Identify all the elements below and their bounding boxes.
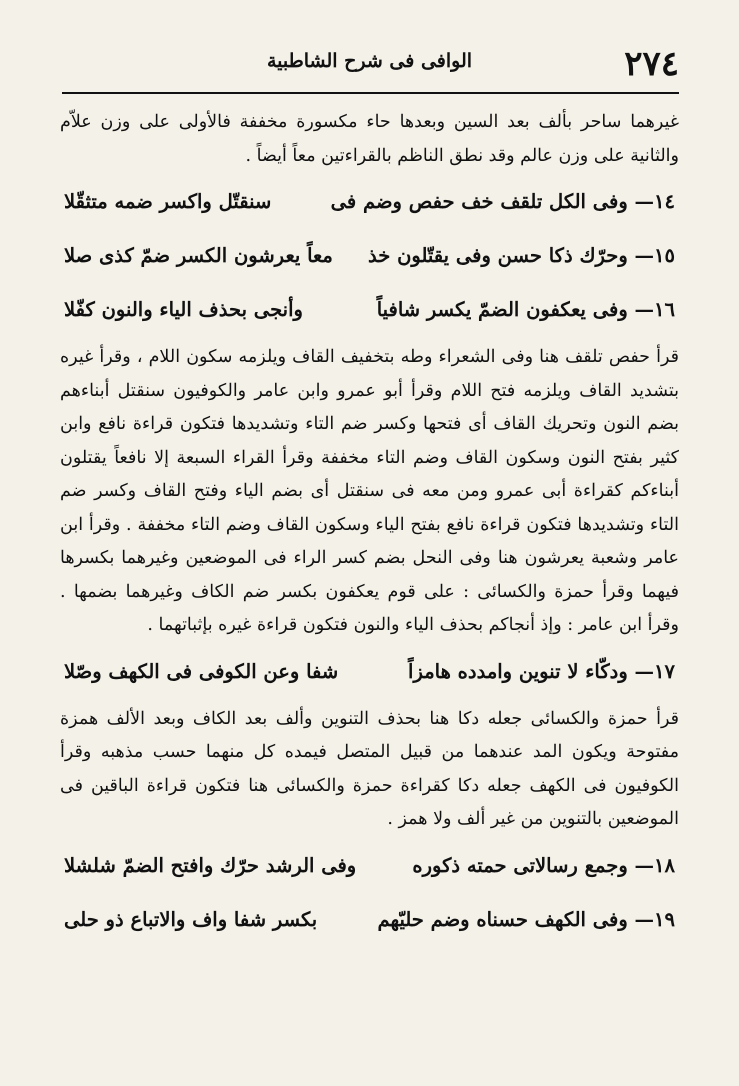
verse-block-3 (60, 839, 679, 947)
verse-line (60, 645, 679, 699)
verse-second-hemistich: وأنجى بحذف الياء والنون كفّلا (64, 298, 303, 322)
verse-first-hemistich: ١٩— وفى الكهف حسناه وضم حليّهم (377, 907, 675, 931)
commentary-paragraph: قرأ حمزة والكسائى جعله دكا هنا بحذف التنوين وألف بعد الكاف وبعد الألف همزة مفتوحة ويكون المد عندهما من قبيل المتصل فيمده كل منهما حسب مذهبه وقرأ الكوفيون فى الكهف جعله دكا كقراءة حمزة والكسائى هنا فتكون قراءة الباقين فى الموضعين بالتنوين من غير ألف ولا همز . (60, 708, 679, 829)
verse-line (60, 229, 679, 283)
intro-paragraph: غيرهما ساحر بألف بعد السين وبعدها حاء مكسورة مخففة فالأولى على وزن علاّم والثانية على وزن عالم وقد نطق الناظم بالقراءتين معاً أيضاً . (60, 112, 679, 166)
page-body (60, 106, 679, 951)
page-number: ٢٧٤ (624, 44, 679, 84)
verse-first-hemistich: ١٥— وحرّك ذكا حسن وفى يقتّلون خذ (367, 244, 675, 268)
verse-second-hemistich: بكسر شفا واف والاتباع ذو حلى (64, 907, 318, 931)
verse-line (60, 175, 679, 229)
verse-line (60, 839, 679, 893)
verse-first-hemistich: ١٤— وفى الكل تلقف خف حفص وضم فى (330, 190, 675, 214)
verse-first-hemistich: ١٨— وجمع رسالاتى حمته ذكوره (412, 853, 675, 877)
page-header (60, 44, 679, 88)
verse-block-1 (60, 175, 679, 337)
verse-second-hemistich: وفى الرشد حرّك وافتح الضمّ شلشلا (64, 853, 357, 877)
verse-first-hemistich: ١٧— ودكّاء لا تنوين وامدده هامزاً (408, 659, 675, 683)
verse-line (60, 893, 679, 947)
verse-line (60, 283, 679, 337)
verse-block-2 (60, 645, 679, 699)
verse-first-hemistich: ١٦— وفى يعكفون الضمّ يكسر شافياً (376, 298, 675, 322)
verse-second-hemistich: سنقتّل واكسر ضمه متثقّلا (64, 190, 272, 214)
running-title: الوافى فى شرح الشاطبية (266, 50, 473, 72)
commentary-paragraph: قرأ حفص تلقف هنا وفى الشعراء وطه بتخفيف القاف ويلزمه سكون اللام ، وقرأ غيره بتشديد القاف ويلزمه فتح اللام وقرأ أبو عمرو وابن عامر والكوفيون سنقتل أبناءهم بضم النون وتحريك القاف أى فتحها وكسر ضم التاء وتشديدها فتكون قراءة نافع وابن كثير بفتح النون وسكون القاف وضم التاء مخففة وقرأ القراء السبعة إلا نافعاً يقتلون أبناءكم كقراءة أبى عمرو ومن معه فى سنقتل أى بضم الياء وفتح القاف وكسر ضم التاء وتشديدها فتكون قراءة نافع بفتح الياء وسكون القاف وضم التاء مخففة . وقرأ ابن عامر وشعبة يعرشون هنا وفى النحل بضم كسر الراء فى الموضعين وغيرهما بكسرها فيهما وقرأ حمزة والكسائى : على قوم يعكفون بكسر ضم الكاف وغيرهما بضمها . وقرأ ابن عامر : وإذ أنجاكم بحذف الياء والنون فتكون قراءة غيره بإثباتهما . (60, 347, 679, 635)
header-rule (62, 92, 679, 94)
verse-second-hemistich: معاً يعرشون الكسر ضمّ كذى صلا (64, 244, 333, 268)
verse-second-hemistich: شفا وعن الكوفى فى الكهف وصّلا (64, 659, 339, 683)
